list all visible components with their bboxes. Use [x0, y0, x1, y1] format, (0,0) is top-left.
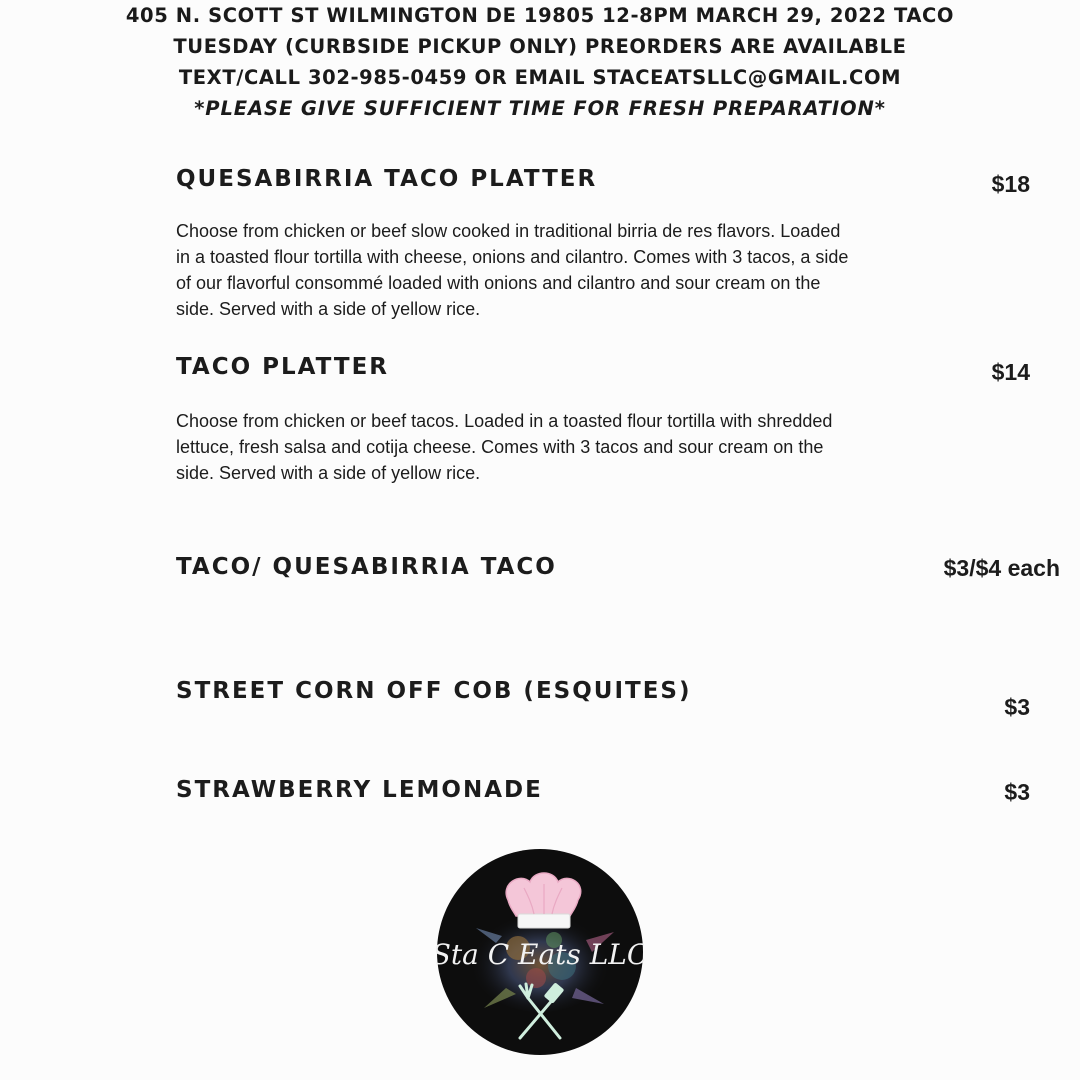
header-note: *PLEASE GIVE SUFFICIENT TIME FOR FRESH PREPARATION* [194, 97, 886, 120]
item-title-taco-platter: TACO PLATTER [176, 354, 389, 380]
item-title-strawberry-lemonade: STRAWBERRY LEMONADE [176, 777, 543, 803]
header [0, 0, 1080, 124]
item-title-street-corn: STREET CORN OFF COB (ESQUITES) [176, 678, 692, 704]
item-description-taco-platter: Choose from chicken or beef tacos. Loaded in a toasted flour tortilla with shredded lettuce, fresh salsa and cotija cheese. Comes with 3 tacos and sour cream on the side. Served with a side of yellow rice. [176, 411, 833, 483]
header-pickup-line: TUESDAY (CURBSIDE PICKUP ONLY) PREORDERS ARE AVAILABLE [173, 35, 907, 58]
item-price-strawberry-lemonade: $3 [1004, 779, 1030, 805]
header-address-line: 405 N. SCOTT ST WILMINGTON DE 19805 12-8PM MARCH 29, 2022 TACO [125, 4, 955, 27]
item-price-taco-single: $3/$4 each [943, 555, 1060, 581]
item-price-taco-platter: $14 [991, 359, 1030, 385]
item-description-quesabirria-platter: Choose from chicken or beef slow cooked in traditional birria de res flavors. Loaded in a toasted flour tortilla with cheese, onions and cilantro. Comes with 3 tacos, a side of our flavorful consommé loaded with onions and cilantro and sour cream on the side. Served with a side of yellow rice. [176, 221, 849, 319]
item-title-quesabirria-platter: QUESABIRRIA TACO PLATTER [176, 166, 598, 192]
item-price-street-corn: $3 [1004, 694, 1030, 720]
header-contact-line: TEXT/CALL 302-985-0459 OR EMAIL STACEATSLLC@GMAIL.COM [178, 66, 902, 89]
logo-script-text: Sta C Eats LLC [436, 938, 644, 971]
logo-graphic [436, 848, 644, 1056]
item-price-quesabirria-platter: $18 [991, 171, 1030, 197]
brand-logo [436, 848, 644, 1056]
item-title-taco-single: TACO/ QUESABIRRIA TACO [176, 554, 557, 580]
